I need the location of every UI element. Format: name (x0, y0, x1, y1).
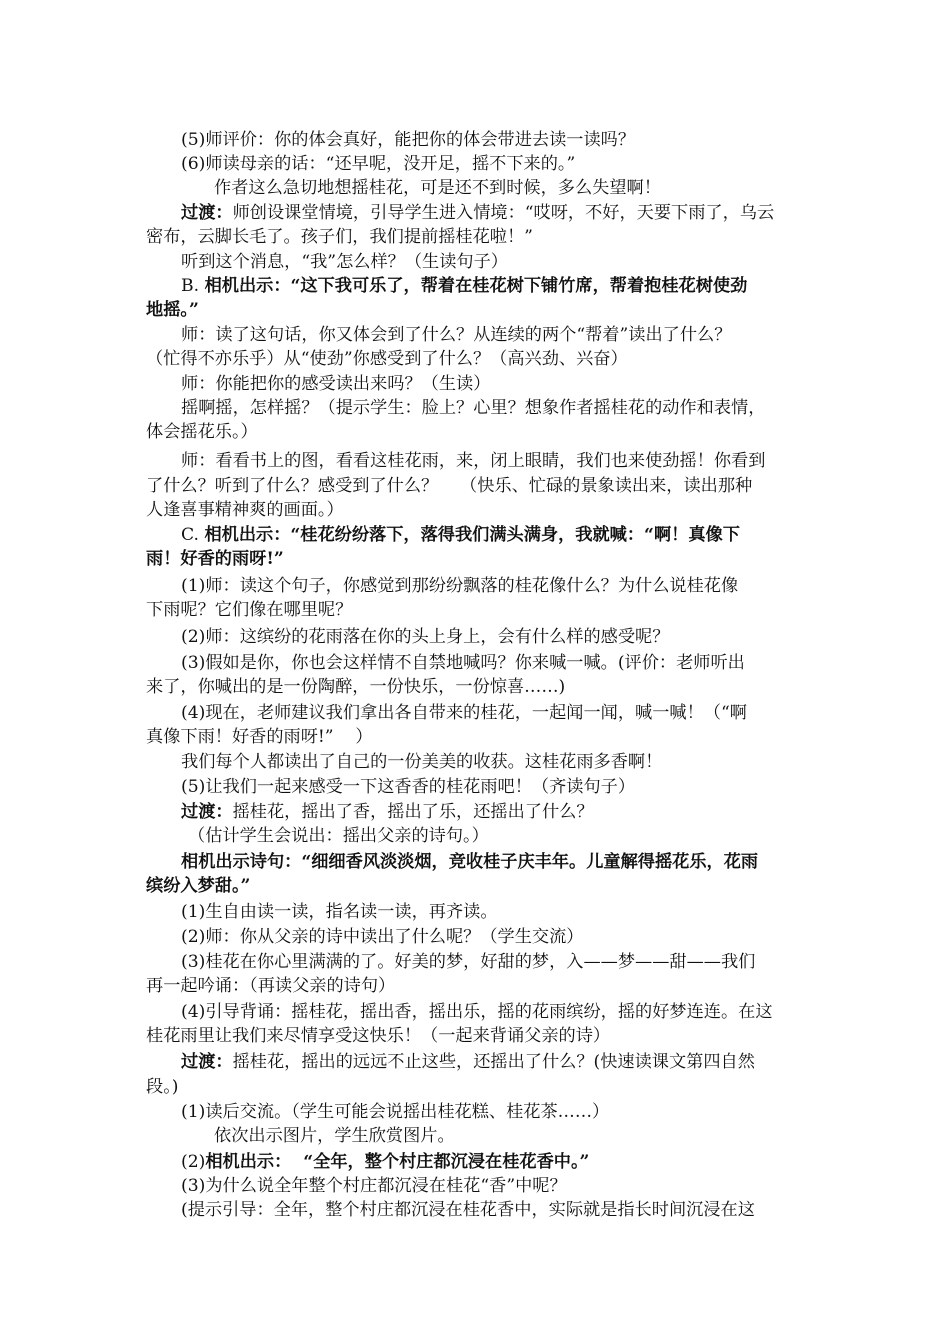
paragraph-line (181, 1100, 609, 1124)
paragraph-line (181, 396, 765, 420)
paragraph-line (146, 675, 565, 699)
paragraph-line (181, 800, 594, 824)
paragraph-line (146, 1075, 178, 1099)
paragraph-line (146, 225, 533, 249)
line-text: (2)师：这缤纷的花雨落在你的头上身上，会有什么样的感受呢？ (181, 627, 670, 647)
paragraph-line (146, 974, 395, 998)
line-text: 真像下雨！好香的雨呀!” ） (146, 727, 373, 747)
line-lead: 过渡： (181, 203, 233, 223)
line-text: 作者这么急切地想摇桂花，可是还不到时候，多么失望啊！ (214, 178, 661, 198)
line-text: 体会摇花乐。） (146, 422, 258, 442)
line-text: 雨！好香的雨呀!” (146, 549, 284, 569)
line-text: 再一起吟诵：（再读父亲的诗句） (146, 976, 396, 996)
line-text: 了什么？听到了什么？感受到了什么？ （快乐、忙碌的景象读出来，读出那种 (146, 476, 753, 496)
line-text: （估计学生会说出：摇出父亲的诗句。） (188, 826, 489, 846)
paragraph-line (188, 824, 489, 848)
paragraph-line (214, 176, 661, 200)
line-text: (5)让我们一起来感受一下这香香的桂花雨吧！（齐读句子） (181, 777, 636, 797)
paragraph-line (146, 725, 373, 749)
paragraph-line (181, 574, 738, 598)
line-text: (4)引导背诵：摇桂花，摇出香，摇出乐，摇的花雨缤纷，摇的好梦连连。在这 (181, 1002, 773, 1022)
paragraph-line (181, 1000, 773, 1024)
paragraph-line (181, 274, 747, 298)
paragraph-line (181, 850, 758, 874)
line-text: (1)师：读这个句子，你感觉到那纷纷飘落的桂花像什么？为什么说桂花像 (181, 576, 739, 596)
paragraph-line (181, 750, 662, 774)
paragraph-line (146, 298, 199, 322)
paragraph-line (146, 347, 628, 371)
line-lead: 过渡： (181, 1052, 233, 1072)
paragraph-line (181, 701, 747, 725)
paragraph-line (181, 651, 745, 675)
paragraph-line (181, 201, 774, 225)
line-text: 人逢喜事精神爽的画面。） (146, 500, 344, 520)
line-text: (4)现在，老师建议我们拿出各自带来的桂花，一起闻一闻，喊一喊！（“啊 (181, 703, 747, 723)
line-text: 桂花雨里让我们来尽情享受这快乐！（一起来背诵父亲的诗） (146, 1026, 611, 1046)
line-text: 相机出示：“桂花纷纷落下，落得我们满头满身，我就喊：“啊！真像下 (204, 525, 740, 545)
line-text: 摇桂花，摇出了香，摇出了乐，还摇出了什么？ (232, 802, 594, 822)
paragraph-line (146, 1024, 610, 1048)
line-text: 来了，你喊出的是一份陶醉，一份快乐，一份惊喜……) (146, 677, 566, 697)
line-text: 依次出示图片，学生欣赏图片。 (214, 1126, 455, 1146)
line-lead: 过渡： (181, 802, 233, 822)
paragraph-line (181, 625, 669, 649)
line-text: 师创设课堂情境，引导学生进入情境：“哎呀，不好，天要下雨了，乌云 (232, 203, 775, 223)
paragraph-line (181, 128, 635, 152)
paragraph-line (146, 598, 352, 622)
line-text: 师：你能把你的感受读出来吗？（生读） (181, 374, 491, 394)
paragraph-line (146, 420, 258, 444)
paragraph-line (146, 498, 344, 522)
line-text: 摇啊摇，怎样摇？（提示学生：脸上？心里？想象作者摇桂花的动作和表情， (181, 398, 766, 418)
line-text: (1)读后交流。（学生可能会说摇出桂花糕、桂花茶……） (181, 1102, 610, 1122)
paragraph-line (181, 372, 490, 396)
line-text: (6)师读母亲的话：“还早呢，没开足，摇不下来的。” (181, 154, 576, 174)
line-text: （忙得不亦乐乎）从“使劲”你感受到了什么？（高兴劲、兴奋） (146, 349, 628, 369)
line-text: (5)师评价：你的体会真好，能把你的体会带进去读一读吗？ (181, 130, 636, 150)
paragraph-line (146, 474, 752, 498)
line-text: (1)生自由读一读，指名读一读，再齐读。 (181, 902, 498, 922)
line-text: (3)假如是你，你也会这样情不自禁地喊吗？你来喊一喊。(评价：老师听出 (181, 653, 745, 673)
paragraph-line (214, 1124, 455, 1148)
line-text: (3)为什么说全年整个村庄都沉浸在桂花“香”中呢？ (181, 1176, 567, 1196)
paragraph-line (181, 1174, 567, 1198)
paragraph-line (181, 775, 635, 799)
line-text: 师：看看书上的图，看看这桂花雨，来，闭上眼睛，我们也来使劲摇！你看到 (181, 451, 766, 471)
line-text: (3)桂花在你心里满满的了。好美的梦，好甜的梦，入——梦——甜——我们 (181, 952, 756, 972)
line-text: 听到这个消息，“我”怎么样？（生读句子） (181, 252, 508, 272)
paragraph-line (181, 950, 755, 974)
paragraph-line (181, 1050, 755, 1074)
paragraph-line (181, 449, 765, 473)
line-text: 相机出示诗句：“细细香风淡淡烟，竞收桂子庆丰年。儿童解得摇花乐，花雨 (181, 852, 759, 872)
paragraph-line (181, 250, 508, 274)
line-text: (2)师：你从父亲的诗中读出了什么呢？（学生交流） (181, 927, 584, 947)
line-text: 地摇。” (146, 300, 199, 320)
line-text: 密布，云脚长毛了。孩子们，我们提前摇桂花啦！” (146, 227, 533, 247)
line-text: 段。) (146, 1077, 179, 1097)
line-text: 相机出示：“这下我可乐了，帮着在桂花树下铺竹席，帮着抱桂花树使劲 (204, 276, 748, 296)
line-lead: (2) (181, 1152, 206, 1172)
line-text: 相机出示： “全年，整个村庄都沉浸在桂花香中。” (205, 1152, 590, 1172)
line-text: 我们每个人都读出了自己的一份美美的收获。这桂花雨多香啊！ (181, 752, 663, 772)
paragraph-line (181, 523, 740, 547)
line-text: 缤纷入梦甜。” (146, 876, 251, 896)
paragraph-line (181, 925, 583, 949)
paragraph-line (146, 547, 284, 571)
paragraph-line (181, 900, 498, 924)
line-text: 摇桂花，摇出的远远不止这些，还摇出了什么？(快速读课文第四自然 (232, 1052, 755, 1072)
line-text: 师：读了这句话，你又体会到了什么？从连续的两个“帮着”读出了什么？ (181, 325, 732, 345)
line-text: (提示引导：全年，整个村庄都沉浸在桂花香中，实际就是指长时间沉浸在这 (181, 1200, 755, 1220)
line-text: 下雨呢？它们像在哪里呢？ (146, 600, 353, 620)
paragraph-line (181, 1198, 755, 1222)
paragraph-line (181, 152, 575, 176)
line-lead: C. (181, 525, 200, 545)
paragraph-line (181, 323, 731, 347)
line-lead: B. (181, 276, 200, 296)
paragraph-line (181, 1150, 589, 1174)
paragraph-line (146, 874, 250, 898)
